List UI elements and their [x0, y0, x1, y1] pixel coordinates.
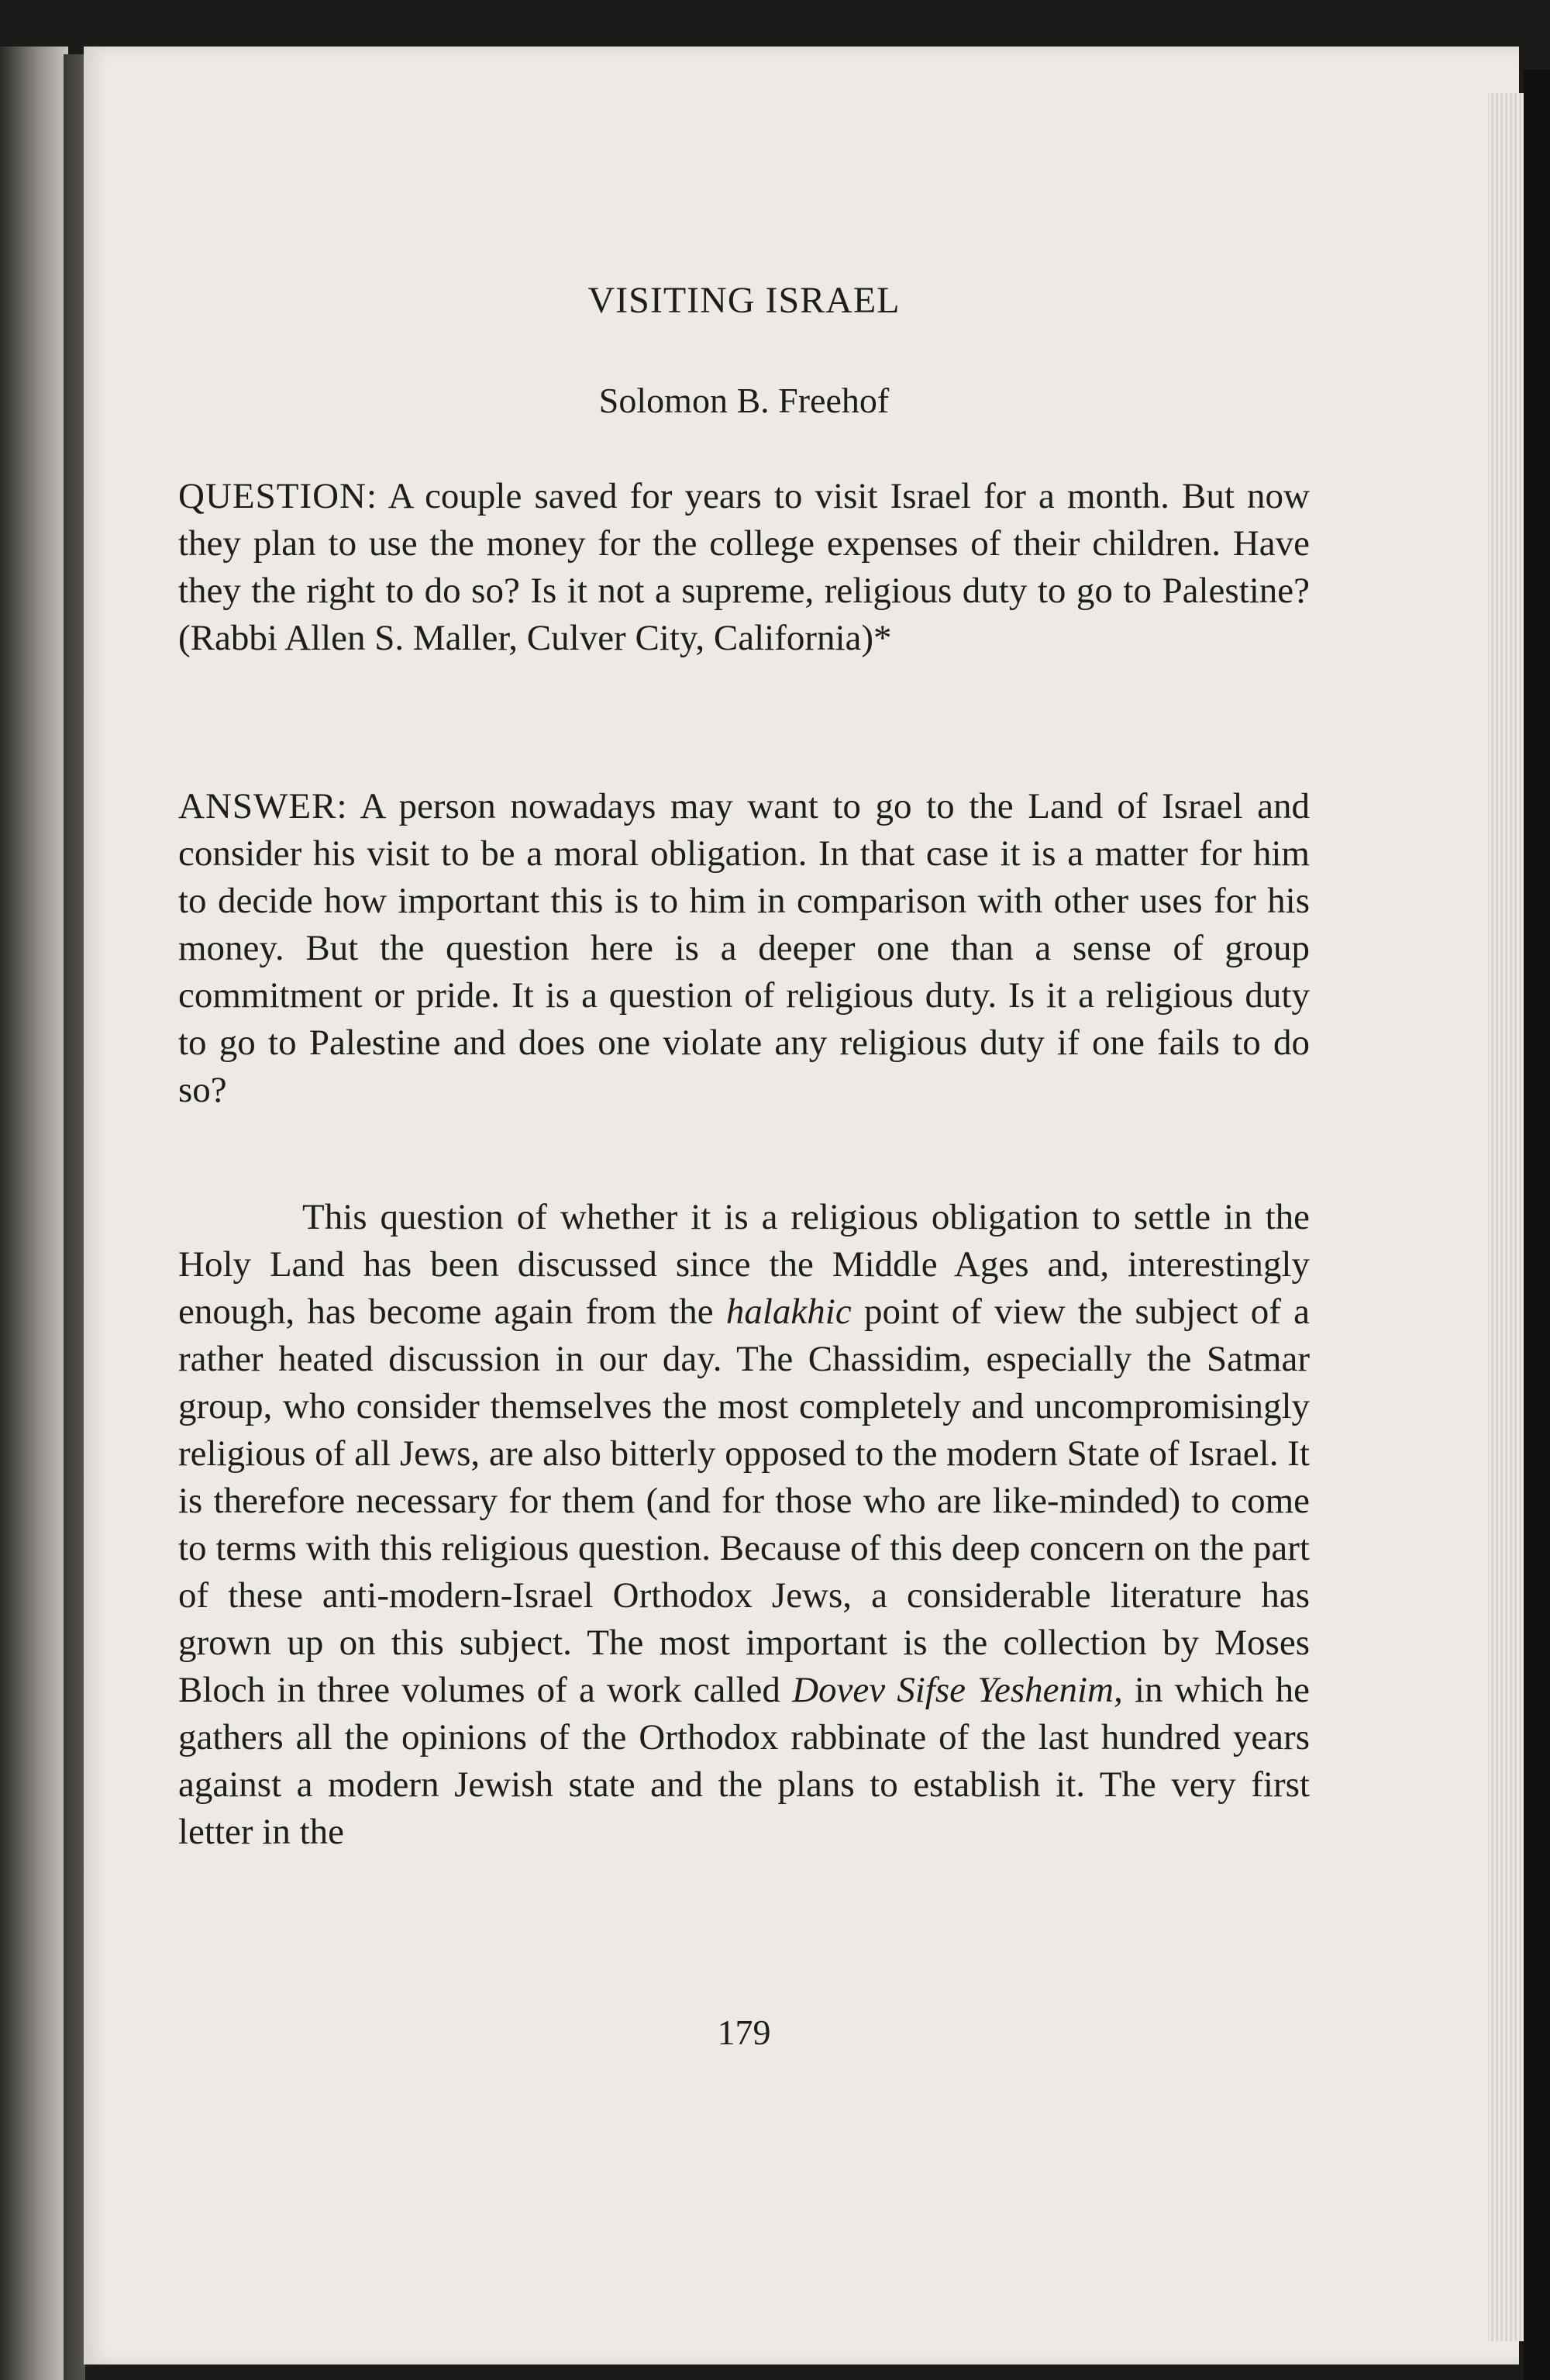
page-number: 179 — [717, 2013, 771, 2052]
answer-label: ANSWER: — [178, 786, 348, 826]
italic-book-title: Dovev Sifse Yeshenim, — [792, 1670, 1123, 1710]
body-text-part1: This question of whether it is a religious obligation to settle in the Holy Land has been discussed since the Middle Ages and, interestingly enough, has become again from the — [178, 1197, 1310, 1332]
question-text: A couple saved for years to visit Israel for a month. But now they plan to use the money for the college expenses of their children. Have they the right to do so? Is it not a supreme, religious duty to go to Palestine? (Rabbi Allen S. Maller, Culver City, California)* — [178, 476, 1310, 658]
page-stack-edge — [1488, 93, 1524, 2341]
answer-paragraph — [178, 783, 1310, 1114]
question-label: QUESTION: — [178, 476, 378, 516]
body-paragraph — [178, 1194, 1310, 1856]
author-name: Solomon B. Freehof — [598, 381, 890, 420]
background-shadow — [1524, 70, 1550, 2380]
body-text-part3: in which he gathers all the opinions of the Orthodox rabbinate of the last hundred years against a modern Jewish state and the plans to establish it. The very first letter in the — [178, 1670, 1310, 1852]
article-title: VISITING ISRAEL — [587, 280, 901, 321]
answer-text: A person nowadays may want to go to the Land of Israel and consider his visit to be a moral obligation. In that case it is a matter for him to decide how important this is to him in comparison with other uses for his money. But the question here is a deeper one than a sense of group commitment or pride. It is a question of religious duty. Is it a religious duty to go to Palestine and does one violate any religious duty if one fails to do so? — [178, 786, 1310, 1110]
question-paragraph — [178, 473, 1310, 662]
italic-term-halakhic: halakhic — [725, 1292, 852, 1332]
left-page-edge — [0, 47, 68, 2380]
body-text-part2: point of view the subject of a rather heated discussion in our day. The Chassidim, especially the Satmar group, who consider themselves the most completely and uncompromisingly religious of all Jews, are also bitterly opposed to the modern State of Israel. It is therefore necessary for them (and for those who are like-minded) to come to terms with this religious question. Because of this deep concern on the part of these anti-modern-Israel Orthodox Jews, a considerable literature has grown up on this subject. The most important is the collection by Moses Bloch in three volumes of a work called — [178, 1292, 1311, 1710]
book-gutter — [64, 54, 85, 2380]
